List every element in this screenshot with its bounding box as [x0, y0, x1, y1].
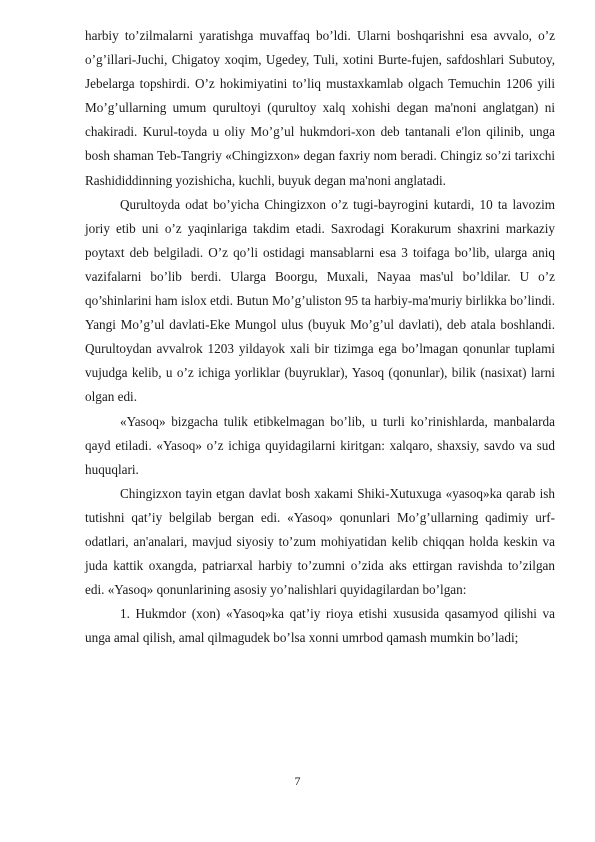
- numbered-paragraph: 1. Hukmdor (xon) «Yasoq»ka qat’iy rioya etishi xususida qasamyod qilishi va unga amal qilish, amal qilmagudek bo’lsa xonni umrbod qamash mumkin bo’ladi;: [85, 606, 555, 646]
- paragraph: «Yasoq» bizgacha tulik etibkelmagan bo’lib, u turli ko’rinishlarda, manbalarda qayd etiladi. «Yasoq» o’z ichiga quyidagilarni kiritgan: xalqaro, shaxsiy, savdo va sud huquqlari.: [85, 413, 555, 477]
- page-number: 7: [294, 774, 301, 788]
- paragraph: harbiy to’zilmalarni yaratishga muvaffaq bo’ldi. Ularni boshqarishni esa avvalo, o’z o’g’illari-Juchi, Chigatoy xoqim, Ugedey, Tuli, xotini Burte-fujen, safdoshlari Subutoy, Jebelarga topshirdi. O’z hokimiyatini to’liq mustaxkamlab olgach Temuchin 1206 yili Mo’g’ullarning umum qurultoyi (qurultoy xalq xohishi degan ma'noni anglatgan) ni chakiradi. Kurul-toyda u oliy Mo’g’ul hukmdori-xon deb tantanali e'lon qilinib, unga bosh shaman Teb-Tangriy «Chingizxon» degan faxriy nom beradi. Chingiz so’zi tarixchi Rashididdinning yozishicha, kuchli, buyuk degan ma'noni anglatadi.: [85, 28, 555, 188]
- paragraph: Qurultoyda odat bo’yicha Chingizxon o’z tugi-bayrogini kutardi, 10 ta lavozim joriy etib uni o’z yaqinlariga takdim etadi. Saxrodagi Korakurum shaxrini markaziy poytaxt deb belgiladi. O’z qo’li ostidagi mansablarni esa 3 toifaga bo’lib, ularga aniq vazifalarni bo’lib berdi. Ularga Boorgu, Muxali, Nayaa mas'ul bo’ldilar. U o’z qo’shinlarini ham islox etdi. Butun Mo’g’uliston 95 ta harbiy-ma'muriy birlikka bo’lindi. Yangi Mo’g’ul davlati-Eke Mungol ulus (buyuk Mo’g’ul davlati), deb atala boshlandi. Qurultoydan avvalrok 1203 yildayok xali bir tizimga ega bo’lmagan qonunlar tuplami vujudga kelib, u o’z ichiga yorliklar (buyruklar), Yasoq (qonunlar), bilik (nasixat) larni olgan edi.: [85, 196, 555, 405]
- document-body: [85, 24, 555, 650]
- paragraph: Chingizxon tayin etgan davlat bosh xakami Shiki-Xutuxuga «yasoq»ka qarab ish tutishni qat’iy belgilab bergan edi. «Yasoq» qonunlari Mo’g’ullarning qadimiy urf-odatlari, an'analari, mavjud siyosiy to’zum mohiyatidan kelib chiqqan holda keskin va juda kattik oxangda, patriarxal harbiy to’zumni o’zida aks ettirgan ravishda to’zilgan edi. «Yasoq» qonunlarining asosiy yo’nalishlari quyidagilardan bo’lgan:: [85, 485, 555, 598]
